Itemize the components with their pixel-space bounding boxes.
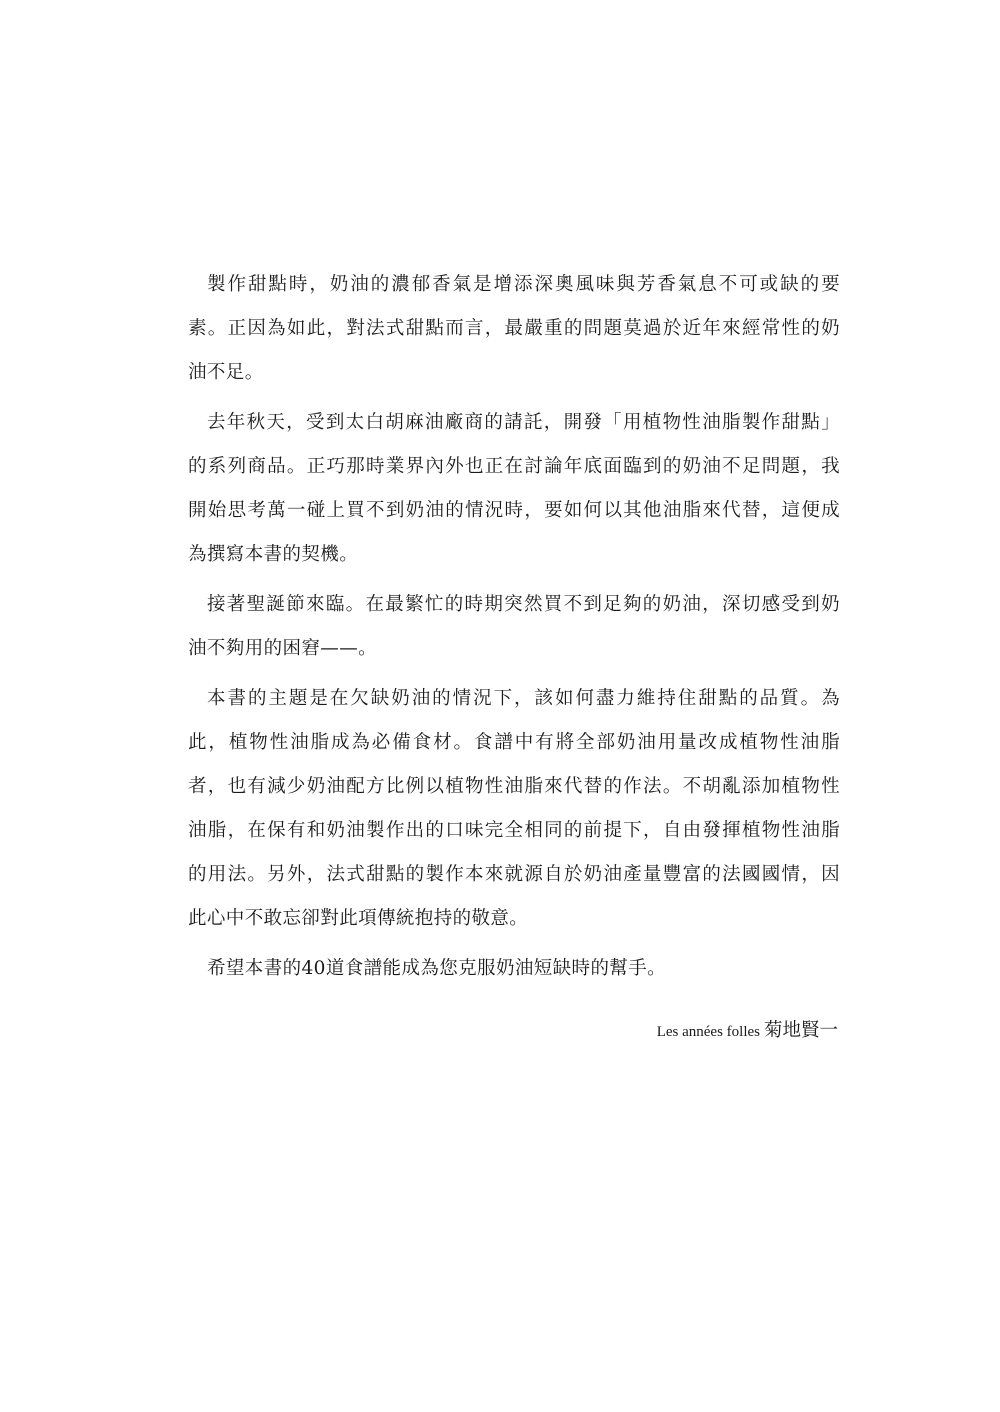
text-line: 為撰寫本書的契機。 xyxy=(188,544,359,565)
paragraph xyxy=(188,401,840,577)
text-line: 素。正因為如此，對法式甜點而言，最嚴重的問題莫過於近年來經常性的奶 xyxy=(188,318,840,339)
text-line: 的系列商品。正巧那時業界內外也正在討論年底面臨到的奶油不足問題，我 xyxy=(188,456,840,477)
paragraph xyxy=(188,677,840,941)
text-line: 油不足。 xyxy=(188,362,264,383)
text-line: 者，也有減少奶油配方比例以植物性油脂來代替的作法。不胡亂添加植物性 xyxy=(188,776,840,797)
text-line: 的用法。另外，法式甜點的製作本來就源自於奶油產量豐富的法國國情，因 xyxy=(188,864,840,885)
text-line: 去年秋天，受到太白胡麻油廠商的請託，開發「用植物性油脂製作甜點」 xyxy=(207,412,840,433)
paragraph xyxy=(188,947,840,991)
author-signature xyxy=(657,1016,838,1047)
signature-latin: Les années folles xyxy=(656,1024,760,1040)
text-line: 此心中不敢忘卻對此項傳統抱持的敬意。 xyxy=(188,908,529,929)
paragraph xyxy=(188,583,840,671)
text-line: 接著聖誕節來臨。在最繁忙的時期突然買不到足夠的奶油，深切感受到奶 xyxy=(207,594,840,615)
text-line: 油脂，在保有和奶油製作出的口味完全相同的前提下，自由發揮植物性油脂 xyxy=(188,820,840,841)
preface-body xyxy=(188,263,840,991)
text-line: 此，植物性油脂成為必備食材。食譜中有將全部奶油用量改成植物性油脂 xyxy=(188,732,840,753)
text-line: 本書的主題是在欠缺奶油的情況下，該如何盡力維持住甜點的品質。為 xyxy=(207,688,840,709)
text-line: 製作甜點時，奶油的濃郁香氣是增添深奧風味與芳香氣息不可或缺的要 xyxy=(207,274,840,295)
text-line: 希望本書的40道食譜能成為您克服奶油短缺時的幫手。 xyxy=(207,958,667,979)
paragraph xyxy=(188,263,840,395)
text-line: 油不夠用的困窘——。 xyxy=(188,638,378,659)
signature-name: 菊地賢一 xyxy=(763,1020,838,1041)
text-line: 開始思考萬一碰上買不到奶油的情況時，要如何以其他油脂來代替，這便成 xyxy=(188,500,840,521)
